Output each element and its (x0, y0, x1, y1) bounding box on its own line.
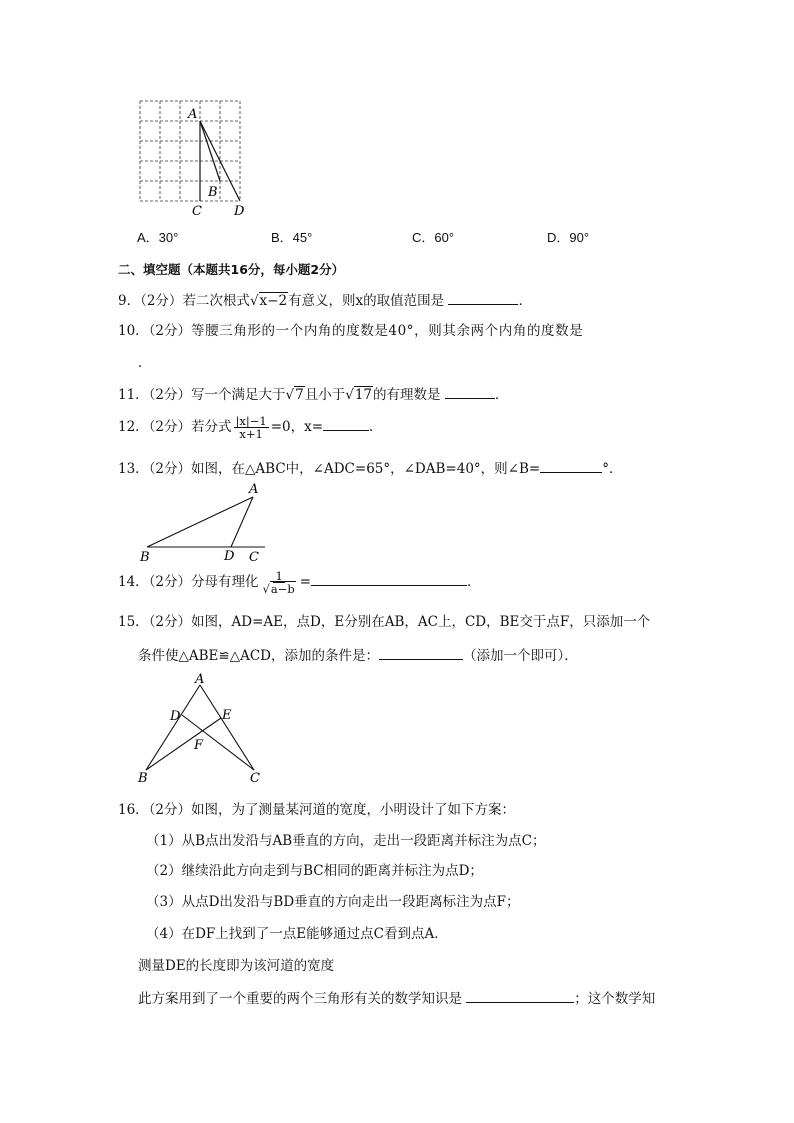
fig15-label-a: A (195, 672, 205, 687)
q10-end: ． (138, 355, 152, 371)
fig15-label-b: B (138, 771, 148, 786)
q13-answer-blank[interactable] (540, 458, 602, 473)
q16-answer-blank[interactable] (466, 988, 574, 1003)
q15-answer-blank[interactable] (379, 645, 463, 660)
q11-answer-blank[interactable] (445, 384, 495, 399)
q9-radicand: x−2 (259, 293, 288, 309)
fig13-label-b: B (140, 550, 150, 565)
question-12: 12．（2分）若分式 $\frac{|x|-1}{x+1}$ =0，x= ． (118, 414, 383, 441)
q12-fraction: $\frac{|x|-1}{x+1}$ (235, 414, 267, 441)
fig8-label-c: C (192, 204, 202, 219)
q12-answer-blank[interactable] (323, 416, 369, 431)
q16-measure: 测量DE的长度即为该河道的宽度 (138, 958, 335, 974)
fig8-label-d: D (234, 204, 245, 219)
triangle-abc-figure (135, 480, 275, 565)
grid-figure (130, 96, 250, 221)
question-13: 13．（2分）如图，在△ABC中，∠ADC=65°，∠DAB=40°，则∠B= °． (118, 458, 622, 478)
question-11: 11．（2分）写一个满足大于√7且小于√17的有理数是 ． (118, 384, 508, 404)
q9-answer-blank[interactable] (448, 290, 518, 305)
question-16: 16．（2分）如图，为了测量某河道的宽度，小明设计了如下方案： (118, 802, 516, 818)
fig15-label-c: C (250, 771, 260, 786)
fig13-label-a: A (249, 482, 259, 497)
q16-step-4: （4）在DF上找到了一点E能够通过点C看到点A． (146, 926, 448, 942)
fig15-label-e: E (222, 708, 232, 723)
triangle-adef-figure (132, 670, 272, 790)
option-c[interactable]: C．60° (412, 230, 455, 245)
fig15-label-f: F (194, 738, 204, 753)
question-10: 10．（2分）等腰三角形的一个内角的度数是40°，则其余两个内角的度数是 (118, 323, 584, 339)
q16-step-2: （2）继续沿此方向走到与BC相同的距离并标注为点D； (146, 863, 483, 879)
question-15-line2: 条件使△ABE≌△ACD，添加的条件是： （添加一个即可）． (138, 645, 578, 665)
q16-step-1: （1）从B点出发沿与AB垂直的方向，走出一段距离并标注为点C； (146, 833, 546, 849)
fig13-label-c: C (249, 550, 259, 565)
question-14: 14．（2分）分母有理化 $\frac{1}{√a-b}$ = ． (118, 569, 481, 596)
q14-answer-blank[interactable] (311, 571, 467, 586)
option-d[interactable]: D．90° (547, 230, 590, 245)
q16-step-3: （3）从点D出发沿与BD垂直的方向走出一段距离标注为点F； (146, 894, 520, 910)
q14-fraction: $\frac{1}{√a-b}$ (262, 569, 295, 596)
fig13-label-d: D (224, 549, 235, 564)
question-9: 9．（2分）若二次根式√x−2有意义，则x的取值范围是 ． (118, 290, 532, 310)
fig8-label-b: B (208, 185, 218, 200)
section-heading: 二、填空题（本题共16分，每小题2分） (118, 262, 345, 277)
option-a[interactable]: A．30° (137, 230, 179, 245)
option-b[interactable]: B．45° (271, 230, 313, 245)
fig8-label-a: A (188, 107, 198, 122)
fig15-label-d: D (170, 709, 181, 724)
q16-last-line: 此方案用到了一个重要的两个三角形有关的数学知识是 ；这个数学知 (138, 988, 655, 1008)
question-15: 15．（2分）如图，AD=AE，点D，E分别在AB，AC上，CD，BE交于点F，只添加一个 (118, 614, 651, 630)
